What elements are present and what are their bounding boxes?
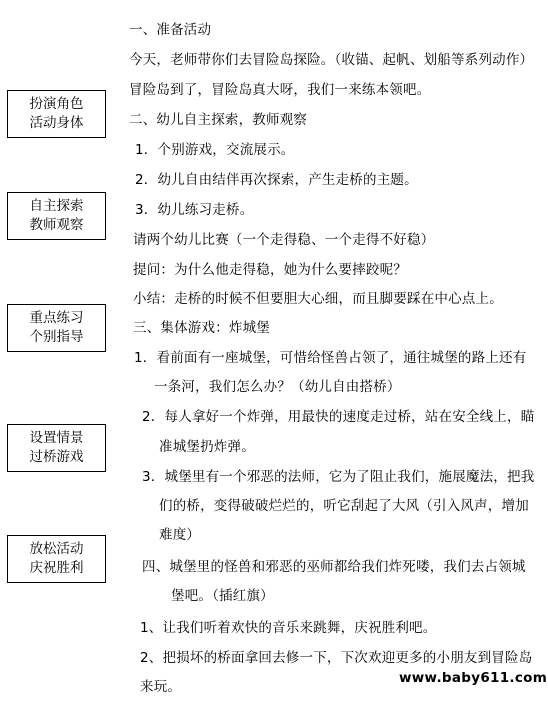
text-line: 提问：为什么他走得稳，她为什么要摔跤呢？: [133, 262, 407, 278]
side-label-box: [7, 424, 106, 472]
text-line: 1．看前面有一座城堡，可惜给怪兽占领了，通往城堡的路上还有: [134, 350, 527, 366]
text-line: 准城堡扔炸弹。: [159, 439, 255, 455]
side-label-box: [7, 192, 106, 240]
text-line: 1．个别游戏，交流展示。: [135, 142, 295, 158]
side-label-box: [7, 535, 106, 583]
text-line: 冒险岛到了，冒险岛真大呀，我们一来练本领吧。: [129, 82, 431, 98]
watermark-text: www.baby611.com: [399, 670, 548, 686]
text-line: 小结：走桥的时候不但要胆大心细，而且脚要踩在中心点上。: [133, 291, 503, 307]
section-heading: 三、集体游戏：炸城堡: [133, 320, 270, 336]
text-line: 难度）: [159, 527, 201, 543]
side-label-text: 庆祝胜利: [29, 560, 84, 576]
side-label-text: 扮演角色: [29, 96, 84, 112]
side-label-text: 自主探索: [29, 198, 84, 214]
side-label-text: 个别指导: [29, 329, 84, 345]
text-line: 2．幼儿自由结伴再次探索，产生走桥的主题。: [135, 172, 418, 188]
text-line: 3．城堡里有一个邪恶的法师，它为了阻止我们，施展魔法，把我: [142, 469, 535, 485]
side-label-box: [7, 90, 106, 138]
text-line: 堡吧。（插红旗）: [171, 588, 274, 604]
text-line: 来玩。: [140, 679, 182, 695]
text-line: 们的桥，变得破破烂烂的，听它刮起了大风（引入风声，增加: [159, 498, 529, 514]
text-line: 一条河，我们怎么办？（幼儿自由搭桥）: [154, 379, 401, 395]
side-label-text: 放松活动: [29, 541, 84, 557]
text-line: 3．幼儿练习走桥。: [135, 202, 254, 218]
section-heading: 四、城堡里的怪兽和邪恶的巫师都给我们炸死喽，我们去占领城: [142, 559, 526, 575]
side-label-text: 教师观察: [29, 217, 84, 233]
side-label-text: 设置情景: [29, 430, 84, 446]
side-label-box: [7, 304, 106, 352]
text-line: 1、让我们听着欢快的音乐来跳舞，庆祝胜利吧。: [140, 620, 437, 636]
section-heading: 一、准备活动: [129, 22, 212, 38]
text-line: 今天，老师带你们去冒险岛探险。（收锚、起帆、划船等系列动作）: [129, 52, 534, 68]
side-label-text: 重点练习: [29, 310, 84, 326]
text-line: 2、把损坏的桥面拿回去修一下，下次欢迎更多的小朋友到冒险岛: [140, 650, 533, 666]
text-line: 请两个幼儿比赛（一个走得稳、一个走得不好稳）: [133, 232, 435, 248]
text-line: 2．每人拿好一个炸弹，用最快的速度走过桥，站在安全线上，瞄: [142, 409, 535, 425]
side-label-text: 过桥游戏: [29, 449, 84, 465]
side-label-text: 活动身体: [29, 115, 84, 131]
section-heading: 二、幼儿自主探索，教师观察: [129, 112, 308, 128]
